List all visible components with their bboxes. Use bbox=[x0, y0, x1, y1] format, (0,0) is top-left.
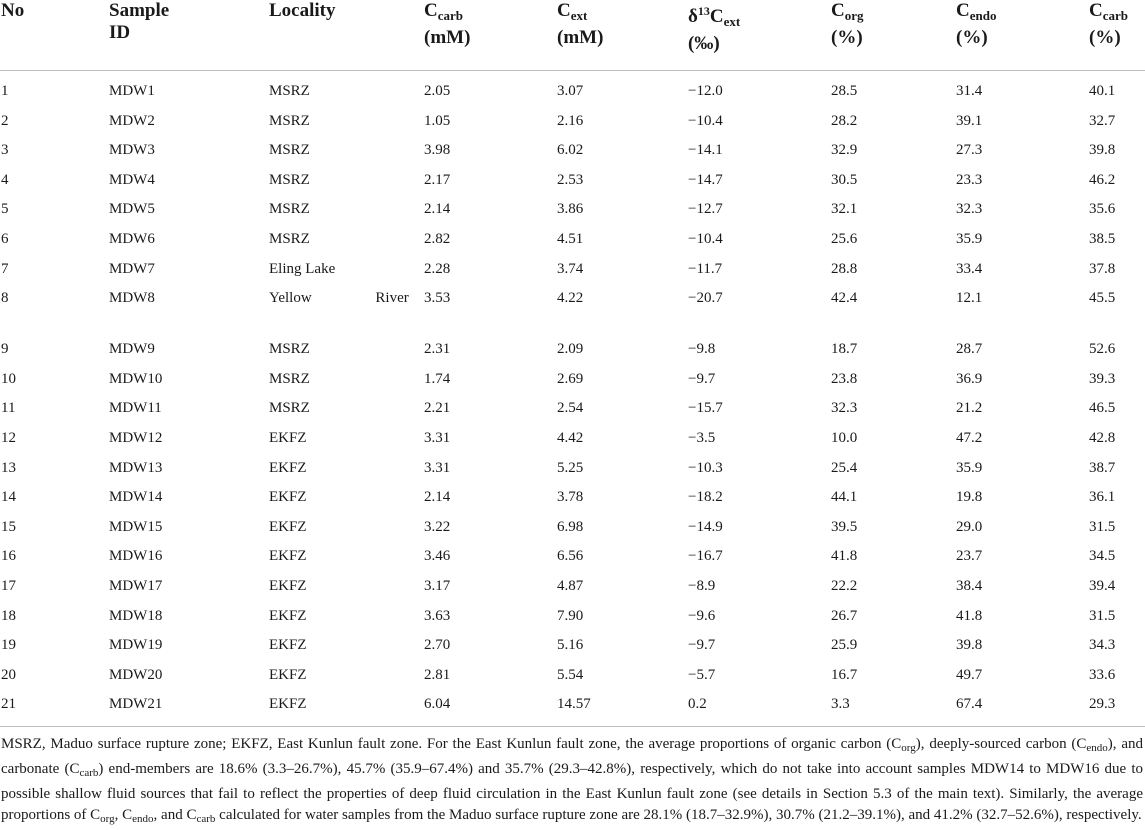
table-cell: 6.02 bbox=[557, 142, 584, 159]
table-row bbox=[0, 339, 1145, 369]
table-row bbox=[0, 428, 1145, 458]
table-cell: 6.56 bbox=[557, 548, 584, 565]
footnote-text: MSRZ, Maduo surface rupture zone; EKFZ, East Kunlun fault zone. For the East Kunlun fault zone, the average proportions of organic carbon (C bbox=[1, 736, 902, 752]
table-cell: 2.28 bbox=[424, 260, 451, 277]
table-cell: MSRZ bbox=[269, 201, 310, 218]
header-unit: (%) bbox=[831, 27, 863, 48]
table-cell: EKFZ bbox=[269, 696, 307, 713]
table-cell: Eling Lake bbox=[269, 260, 336, 277]
table-cell: 46.2 bbox=[1089, 171, 1116, 188]
table-cell: 29.3 bbox=[1089, 696, 1116, 713]
table-cell: 12 bbox=[1, 429, 16, 446]
table-cell: MSRZ bbox=[269, 142, 310, 159]
table-cell: 41.8 bbox=[956, 607, 983, 624]
table-cell: 14 bbox=[1, 489, 16, 506]
table-cell: 39.3 bbox=[1089, 370, 1116, 387]
header-unit: (%) bbox=[1089, 27, 1121, 48]
table-cell: 11 bbox=[1, 400, 16, 417]
table-cell: 39.1 bbox=[956, 112, 983, 129]
header-text: Sample bbox=[109, 0, 170, 21]
table-cell: EKFZ bbox=[269, 429, 307, 446]
table-cell: 21.2 bbox=[956, 400, 983, 417]
footnote-subscript: carb bbox=[196, 813, 216, 825]
table-cell: 4.51 bbox=[557, 230, 584, 247]
table-cell: EKFZ bbox=[269, 577, 307, 594]
table-cell: 5 bbox=[1, 201, 9, 218]
column-header bbox=[0, 0, 109, 71]
table-cell: 10.0 bbox=[831, 429, 858, 446]
table-cell: 8 bbox=[1, 290, 9, 307]
table-cell: −9.7 bbox=[688, 370, 716, 387]
table-cell: 31.5 bbox=[1089, 518, 1116, 535]
table-cell: 2.81 bbox=[424, 666, 451, 683]
footnote-subscript: org bbox=[901, 742, 916, 754]
footnote-subscript: org bbox=[100, 813, 115, 825]
table-cell: MDW8 bbox=[109, 290, 155, 307]
table-row bbox=[0, 487, 1145, 517]
table-cell: 3.86 bbox=[557, 201, 584, 218]
table-cell: −10.3 bbox=[688, 459, 723, 476]
table-cell: 10 bbox=[1, 370, 16, 387]
table-cell: 26.7 bbox=[831, 607, 858, 624]
column-header bbox=[688, 0, 831, 71]
table-cell: 37.8 bbox=[1089, 260, 1116, 277]
table-cell: −14.7 bbox=[688, 171, 723, 188]
column-header bbox=[109, 0, 269, 71]
table-cell: 2.53 bbox=[557, 171, 584, 188]
table-row bbox=[0, 517, 1145, 547]
table-cell: 28.2 bbox=[831, 112, 858, 129]
table-row bbox=[0, 71, 1145, 111]
column-header bbox=[956, 0, 1089, 71]
table-cell: 3.3 bbox=[831, 696, 850, 713]
table-cell: −9.6 bbox=[688, 607, 716, 624]
table-cell: 42.4 bbox=[831, 290, 858, 307]
column-header bbox=[1089, 0, 1145, 71]
table-cell: 28.5 bbox=[831, 83, 858, 99]
table-cell: MDW1 bbox=[109, 83, 155, 99]
table-cell: EKFZ bbox=[269, 518, 307, 535]
table-cell: 31.5 bbox=[1089, 607, 1116, 624]
table-header bbox=[0, 0, 1145, 71]
table-row bbox=[0, 458, 1145, 488]
table-cell: −12.7 bbox=[688, 201, 723, 218]
table-cell: −14.1 bbox=[688, 142, 723, 159]
table-cell: −10.4 bbox=[688, 230, 723, 247]
table-cell: EKFZ bbox=[269, 489, 307, 506]
table-row bbox=[0, 170, 1145, 200]
table-cell: 3.31 bbox=[424, 429, 451, 446]
table-cell: 49.7 bbox=[956, 666, 983, 683]
table-cell: 2.70 bbox=[424, 637, 451, 654]
table-cell: −18.2 bbox=[688, 489, 723, 506]
header-text: C bbox=[831, 0, 845, 21]
table-cell: 27.3 bbox=[956, 142, 983, 159]
table-cell: MDW9 bbox=[109, 341, 155, 358]
table-row bbox=[0, 665, 1145, 695]
header-row bbox=[0, 0, 1145, 71]
table-cell: 19.8 bbox=[956, 489, 983, 506]
table-cell: MDW4 bbox=[109, 171, 155, 188]
table-cell: 7.90 bbox=[557, 607, 584, 624]
table-cell: 28.8 bbox=[831, 260, 858, 277]
header-subscript: ext bbox=[723, 14, 741, 29]
header-text: C bbox=[709, 6, 724, 27]
table-cell: 47.2 bbox=[956, 429, 983, 446]
table-cell: 9 bbox=[1, 341, 9, 358]
table-cell: MSRZ bbox=[269, 400, 310, 417]
header-subscript: ext bbox=[570, 8, 588, 23]
table-cell: 35.9 bbox=[956, 230, 983, 247]
table-cell: −16.7 bbox=[688, 548, 723, 565]
table-cell: 39.8 bbox=[1089, 142, 1116, 159]
table-cell: 14.57 bbox=[557, 696, 591, 713]
footnote-text: ) end-members are 18.6% (3.3–26.7%), 45.7% (35.9–67.4%) and 35.7% (29.3–42.8%), respectively, which do not take into account samples MDW14 to MDW16 due to possible shallow fluid sources that fail to reflect the properties of deep fluid circulation in the East Kunlun fault zone (see details in Section 5.3 of the main text). Similarly, the average proportions of C bbox=[1, 761, 1143, 823]
header-text: C bbox=[956, 0, 970, 21]
table-row bbox=[0, 288, 1145, 339]
header-text: Locality bbox=[269, 0, 336, 21]
header-text: No bbox=[1, 0, 25, 21]
header-subscript: carb bbox=[1102, 8, 1129, 23]
header-unit: (%) bbox=[956, 27, 988, 48]
footnote-text: , C bbox=[114, 807, 133, 823]
table-cell: MDW16 bbox=[109, 548, 163, 565]
table-cell: 35.9 bbox=[956, 459, 983, 476]
table-cell: 1 bbox=[1, 83, 9, 99]
table-cell: MDW14 bbox=[109, 489, 163, 506]
table-cell: 18 bbox=[1, 607, 16, 624]
table-cell: MDW15 bbox=[109, 518, 163, 535]
table-cell: 36.9 bbox=[956, 370, 983, 387]
table-row bbox=[0, 576, 1145, 606]
table-cell: 45.5 bbox=[1089, 290, 1116, 307]
table-cell: 35.6 bbox=[1089, 201, 1116, 218]
table-cell: 39.5 bbox=[831, 518, 858, 535]
table-cell: 3.17 bbox=[424, 577, 451, 594]
table-row bbox=[0, 398, 1145, 428]
table-cell: −9.8 bbox=[688, 341, 716, 358]
table-cell: 3.31 bbox=[424, 459, 451, 476]
table-cell: 1.05 bbox=[424, 112, 451, 129]
header-text: δ bbox=[688, 6, 698, 27]
table-cell: MDW21 bbox=[109, 696, 163, 713]
table-cell: 33.4 bbox=[956, 260, 983, 277]
column-header bbox=[269, 0, 424, 71]
table-cell: 25.4 bbox=[831, 459, 858, 476]
table-cell: 1.74 bbox=[424, 370, 451, 387]
table-cell: 3.22 bbox=[424, 518, 451, 535]
table-row bbox=[0, 635, 1145, 665]
table-cell: MSRZ bbox=[269, 112, 310, 129]
header-text: C bbox=[557, 0, 571, 21]
table-cell: 2.54 bbox=[557, 400, 584, 417]
table-cell: 19 bbox=[1, 637, 16, 654]
table-cell: 21 bbox=[1, 696, 16, 713]
table-cell: 32.3 bbox=[956, 201, 983, 218]
table-cell: 2.31 bbox=[424, 341, 451, 358]
header-subscript: carb bbox=[437, 8, 464, 23]
table-cell: 22.2 bbox=[831, 577, 858, 594]
table-cell: 30.5 bbox=[831, 171, 858, 188]
table-cell: MSRZ bbox=[269, 83, 310, 99]
header-text: C bbox=[1089, 0, 1103, 21]
footnote-subscript: carb bbox=[79, 767, 99, 779]
table-cell: 5.16 bbox=[557, 637, 584, 654]
table-cell: 18.7 bbox=[831, 341, 858, 358]
table-cell: EKFZ bbox=[269, 607, 307, 624]
table-cell: 52.6 bbox=[1089, 341, 1116, 358]
header-unit: ID bbox=[109, 22, 131, 43]
table-cell: 3.78 bbox=[557, 489, 584, 506]
table-cell: −8.9 bbox=[688, 577, 716, 594]
table-cell: MSRZ bbox=[269, 230, 310, 247]
table-cell: −5.7 bbox=[688, 666, 716, 683]
table-cell: 5.25 bbox=[557, 459, 584, 476]
table-cell: 17 bbox=[1, 577, 16, 594]
table-cell: MDW2 bbox=[109, 112, 155, 129]
table-cell: MDW10 bbox=[109, 370, 163, 387]
table-cell: EKFZ bbox=[269, 637, 307, 654]
table-cell: 25.9 bbox=[831, 637, 858, 654]
table-cell: 46.5 bbox=[1089, 400, 1116, 417]
table-cell: MDW3 bbox=[109, 142, 155, 159]
header-unit: (mM) bbox=[424, 27, 471, 48]
table-cell: 23.8 bbox=[831, 370, 858, 387]
table-cell: 28.7 bbox=[956, 341, 983, 358]
footnote-text: ), and carbonate (C bbox=[1, 736, 1143, 777]
table-cell: −15.7 bbox=[688, 400, 723, 417]
table-footnote bbox=[1, 734, 1143, 830]
table-body bbox=[0, 71, 1145, 727]
table-cell: −9.7 bbox=[688, 637, 716, 654]
header-subscript: endo bbox=[969, 8, 997, 23]
table-cell: MDW12 bbox=[109, 429, 163, 446]
table-cell: 32.7 bbox=[1089, 112, 1116, 129]
table-cell: MDW5 bbox=[109, 201, 155, 218]
table-cell: 4.87 bbox=[557, 577, 584, 594]
table-cell: 3.53 bbox=[424, 290, 451, 307]
table-cell: 34.5 bbox=[1089, 548, 1116, 565]
table-cell: 12.1 bbox=[956, 290, 983, 307]
table-cell: 40.1 bbox=[1089, 83, 1116, 99]
footnote-text: , and C bbox=[153, 807, 197, 823]
table-cell: MDW7 bbox=[109, 260, 155, 277]
column-header bbox=[831, 0, 956, 71]
table-cell: 33.6 bbox=[1089, 666, 1116, 683]
table-cell: 29.0 bbox=[956, 518, 983, 535]
table-cell: 2.14 bbox=[424, 489, 451, 506]
table-row bbox=[0, 369, 1145, 399]
table-cell: 3 bbox=[1, 142, 9, 159]
table-row bbox=[0, 111, 1145, 141]
table-row bbox=[0, 606, 1145, 636]
table-cell: 31.4 bbox=[956, 83, 983, 99]
table-cell: −11.7 bbox=[688, 260, 723, 277]
table-row bbox=[0, 229, 1145, 259]
table-cell: 38.5 bbox=[1089, 230, 1116, 247]
table-cell: 44.1 bbox=[831, 489, 858, 506]
table-cell: 3.46 bbox=[424, 548, 451, 565]
table-cell: 2.69 bbox=[557, 370, 584, 387]
table-cell: 2 bbox=[1, 112, 9, 129]
table-cell: MDW19 bbox=[109, 637, 163, 654]
table-cell: −10.4 bbox=[688, 112, 723, 129]
table-cell: 32.3 bbox=[831, 400, 858, 417]
table-cell: 36.1 bbox=[1089, 489, 1116, 506]
table-cell: 16 bbox=[1, 548, 16, 565]
table-cell: MDW11 bbox=[109, 400, 162, 417]
table-cell: 6.04 bbox=[424, 696, 451, 713]
table-cell: 41.8 bbox=[831, 548, 858, 565]
table-cell: MDW17 bbox=[109, 577, 163, 594]
table-cell: 67.4 bbox=[956, 696, 983, 713]
table-cell: 4.42 bbox=[557, 429, 584, 446]
table-cell: 6 bbox=[1, 230, 9, 247]
table-cell: 0.2 bbox=[688, 696, 707, 713]
table-cell: 2.14 bbox=[424, 201, 451, 218]
table-cell: 23.3 bbox=[956, 171, 983, 188]
table-cell: 38.7 bbox=[1089, 459, 1116, 476]
table-cell: 2.82 bbox=[424, 230, 451, 247]
table-cell: 32.1 bbox=[831, 201, 858, 218]
table-cell: 3.63 bbox=[424, 607, 451, 624]
table-cell: 3.74 bbox=[557, 260, 584, 277]
table-cell: 32.9 bbox=[831, 142, 858, 159]
header-unit: (‰) bbox=[688, 33, 720, 54]
table-row bbox=[0, 259, 1145, 289]
table-cell: 2.05 bbox=[424, 83, 451, 99]
table-cell: −20.7 bbox=[688, 290, 723, 307]
table-row bbox=[0, 199, 1145, 229]
table-cell: 38.4 bbox=[956, 577, 983, 594]
table-row bbox=[0, 140, 1145, 170]
table-row bbox=[0, 694, 1145, 727]
table-cell: MSRZ bbox=[269, 171, 310, 188]
table-cell: 2.17 bbox=[424, 171, 451, 188]
table-cell: 34.3 bbox=[1089, 637, 1116, 654]
table-cell: MSRZ bbox=[269, 370, 310, 387]
footnote-text: ), deeply-sourced carbon (C bbox=[915, 736, 1087, 752]
table-cell: 39.4 bbox=[1089, 577, 1116, 594]
footnote-subscript: endo bbox=[1086, 742, 1108, 754]
table-cell: 13 bbox=[1, 459, 16, 476]
header-superscript: 13 bbox=[697, 4, 710, 18]
table-cell: 42.8 bbox=[1089, 429, 1116, 446]
table-cell: 20 bbox=[1, 666, 16, 683]
table-cell: MDW13 bbox=[109, 459, 163, 476]
table-cell: 16.7 bbox=[831, 666, 858, 683]
table-cell: 15 bbox=[1, 518, 16, 535]
table-cell: −12.0 bbox=[688, 83, 723, 99]
table-cell: 3.98 bbox=[424, 142, 451, 159]
table-cell: MDW20 bbox=[109, 666, 163, 683]
column-header bbox=[424, 0, 557, 71]
header-subscript: org bbox=[844, 8, 864, 23]
table-cell: 4 bbox=[1, 171, 9, 188]
table-cell: 6.98 bbox=[557, 518, 584, 535]
table-cell: 23.7 bbox=[956, 548, 983, 565]
table-cell: Yellow River bbox=[269, 290, 409, 307]
header-unit: (mM) bbox=[557, 27, 604, 48]
table-cell: −14.9 bbox=[688, 518, 723, 535]
column-header bbox=[557, 0, 688, 71]
table-cell: 5.54 bbox=[557, 666, 584, 683]
footnote-text: calculated for water samples from the Maduo surface rupture zone are 28.1% (18.7–32.9%), 30.7% (21.2–39.1%), and 41.2% (32.7–52.6%), respectively. bbox=[215, 807, 1142, 823]
table-cell: 7 bbox=[1, 260, 9, 277]
table-cell: MDW6 bbox=[109, 230, 155, 247]
table-row bbox=[0, 546, 1145, 576]
table-cell: 2.21 bbox=[424, 400, 451, 417]
table-cell: 2.09 bbox=[557, 341, 584, 358]
table-cell: MDW18 bbox=[109, 607, 163, 624]
footnote-subscript: endo bbox=[132, 813, 154, 825]
table-cell: 2.16 bbox=[557, 112, 584, 129]
header-text: C bbox=[424, 0, 438, 21]
table-cell: EKFZ bbox=[269, 548, 307, 565]
table-cell: 39.8 bbox=[956, 637, 983, 654]
table-cell: MSRZ bbox=[269, 341, 310, 358]
table-cell: 25.6 bbox=[831, 230, 858, 247]
table-cell: 4.22 bbox=[557, 290, 584, 307]
table-cell: EKFZ bbox=[269, 459, 307, 476]
table-cell: 3.07 bbox=[557, 83, 584, 99]
table-cell: EKFZ bbox=[269, 666, 307, 683]
table-cell: −3.5 bbox=[688, 429, 716, 446]
